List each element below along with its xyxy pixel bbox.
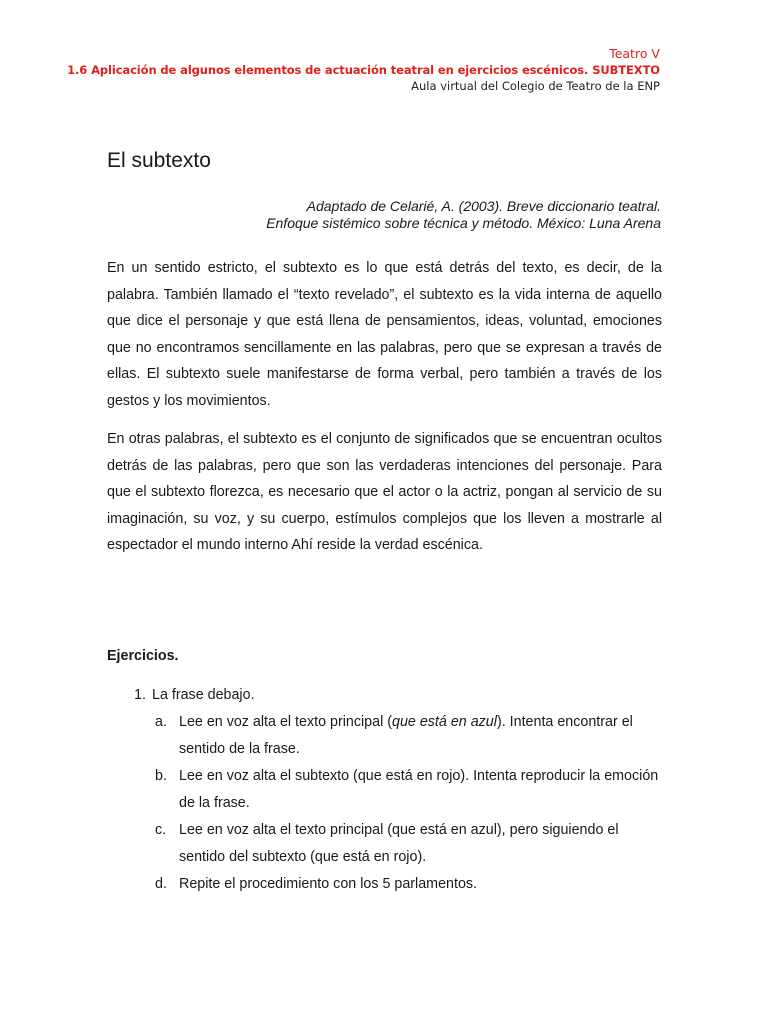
exercises-list bbox=[107, 682, 667, 898]
page-title: El subtexto bbox=[107, 149, 211, 172]
subitem-letter: c. bbox=[155, 822, 167, 838]
institution-line: Aula virtual del Colegio de Teatro de la ENP bbox=[411, 79, 660, 93]
document-header bbox=[67, 46, 660, 94]
citation-line-2: Enfoque sistémico sobre técnica y método. México: Luna Arena bbox=[266, 215, 661, 231]
exercises-heading: Ejercicios. bbox=[107, 648, 179, 664]
sublist-item bbox=[107, 763, 667, 817]
citation bbox=[266, 198, 661, 232]
subitem-text: Lee en voz alta el subtexto (que está en rojo). Intenta reproducir la emoción de la frase. bbox=[179, 768, 659, 811]
subitem-letter: d. bbox=[155, 876, 167, 892]
citation-line-1: Adaptado de Celarié, A. (2003). Breve diccionario teatral. bbox=[306, 198, 661, 214]
subitem-letter: b. bbox=[155, 768, 167, 784]
course-name: Teatro V bbox=[609, 46, 660, 61]
sublist-item bbox=[107, 817, 667, 871]
subitem-text-after: ). Intenta encontrar el sentido de la frase. bbox=[179, 714, 633, 757]
subitem-text: Lee en voz alta el texto principal (que está en azul), pero siguiendo el sentido del subtexto (que está en rojo). bbox=[179, 822, 619, 865]
paragraph-1: En un sentido estricto, el subtexto es lo que está detrás del texto, es decir, de la palabra. También llamado el “texto revelado”, el subtexto es la vida interna de aquello que dice el personaje y que está llena de pensamientos, ideas, voluntad, emociones que no encontramos sencillamente en las palabras, pero que se expresan a través de ellas. El subtexto suele manifestarse de forma verbal, pero también a través de los gestos y los movimientos. bbox=[107, 260, 662, 409]
subitem-text-italic: que está en azul bbox=[392, 714, 497, 730]
subitem-text: Repite el procedimiento con los 5 parlamentos. bbox=[179, 876, 478, 892]
sublist-item bbox=[107, 709, 667, 763]
paragraph-2: En otras palabras, el subtexto es el conjunto de significados que se encuentran ocultos detrás de las palabras, pero que son las verdaderas intenciones del personaje. Para que el subtexto florezca, es necesario que el actor o la actriz, pongan al servicio de su imaginación, su voz, y su cuerpo, estímulos complejos que los lleven a mostrarle al espectador el mundo interno Ahí reside la verdad escénica. bbox=[107, 431, 662, 554]
sublist-item bbox=[107, 871, 667, 898]
subitem-text-before: Lee en voz alta el texto principal ( bbox=[179, 714, 392, 730]
item-text: La frase debajo. bbox=[152, 687, 255, 703]
item-number: 1. bbox=[134, 687, 146, 703]
subitem-letter: a. bbox=[155, 714, 167, 730]
subitem-text bbox=[177, 709, 667, 763]
list-item bbox=[107, 682, 667, 709]
unit-subtitle: 1.6 Aplicación de algunos elementos de actuación teatral en ejercicios escénicos. SUBTEXTO bbox=[67, 63, 660, 77]
